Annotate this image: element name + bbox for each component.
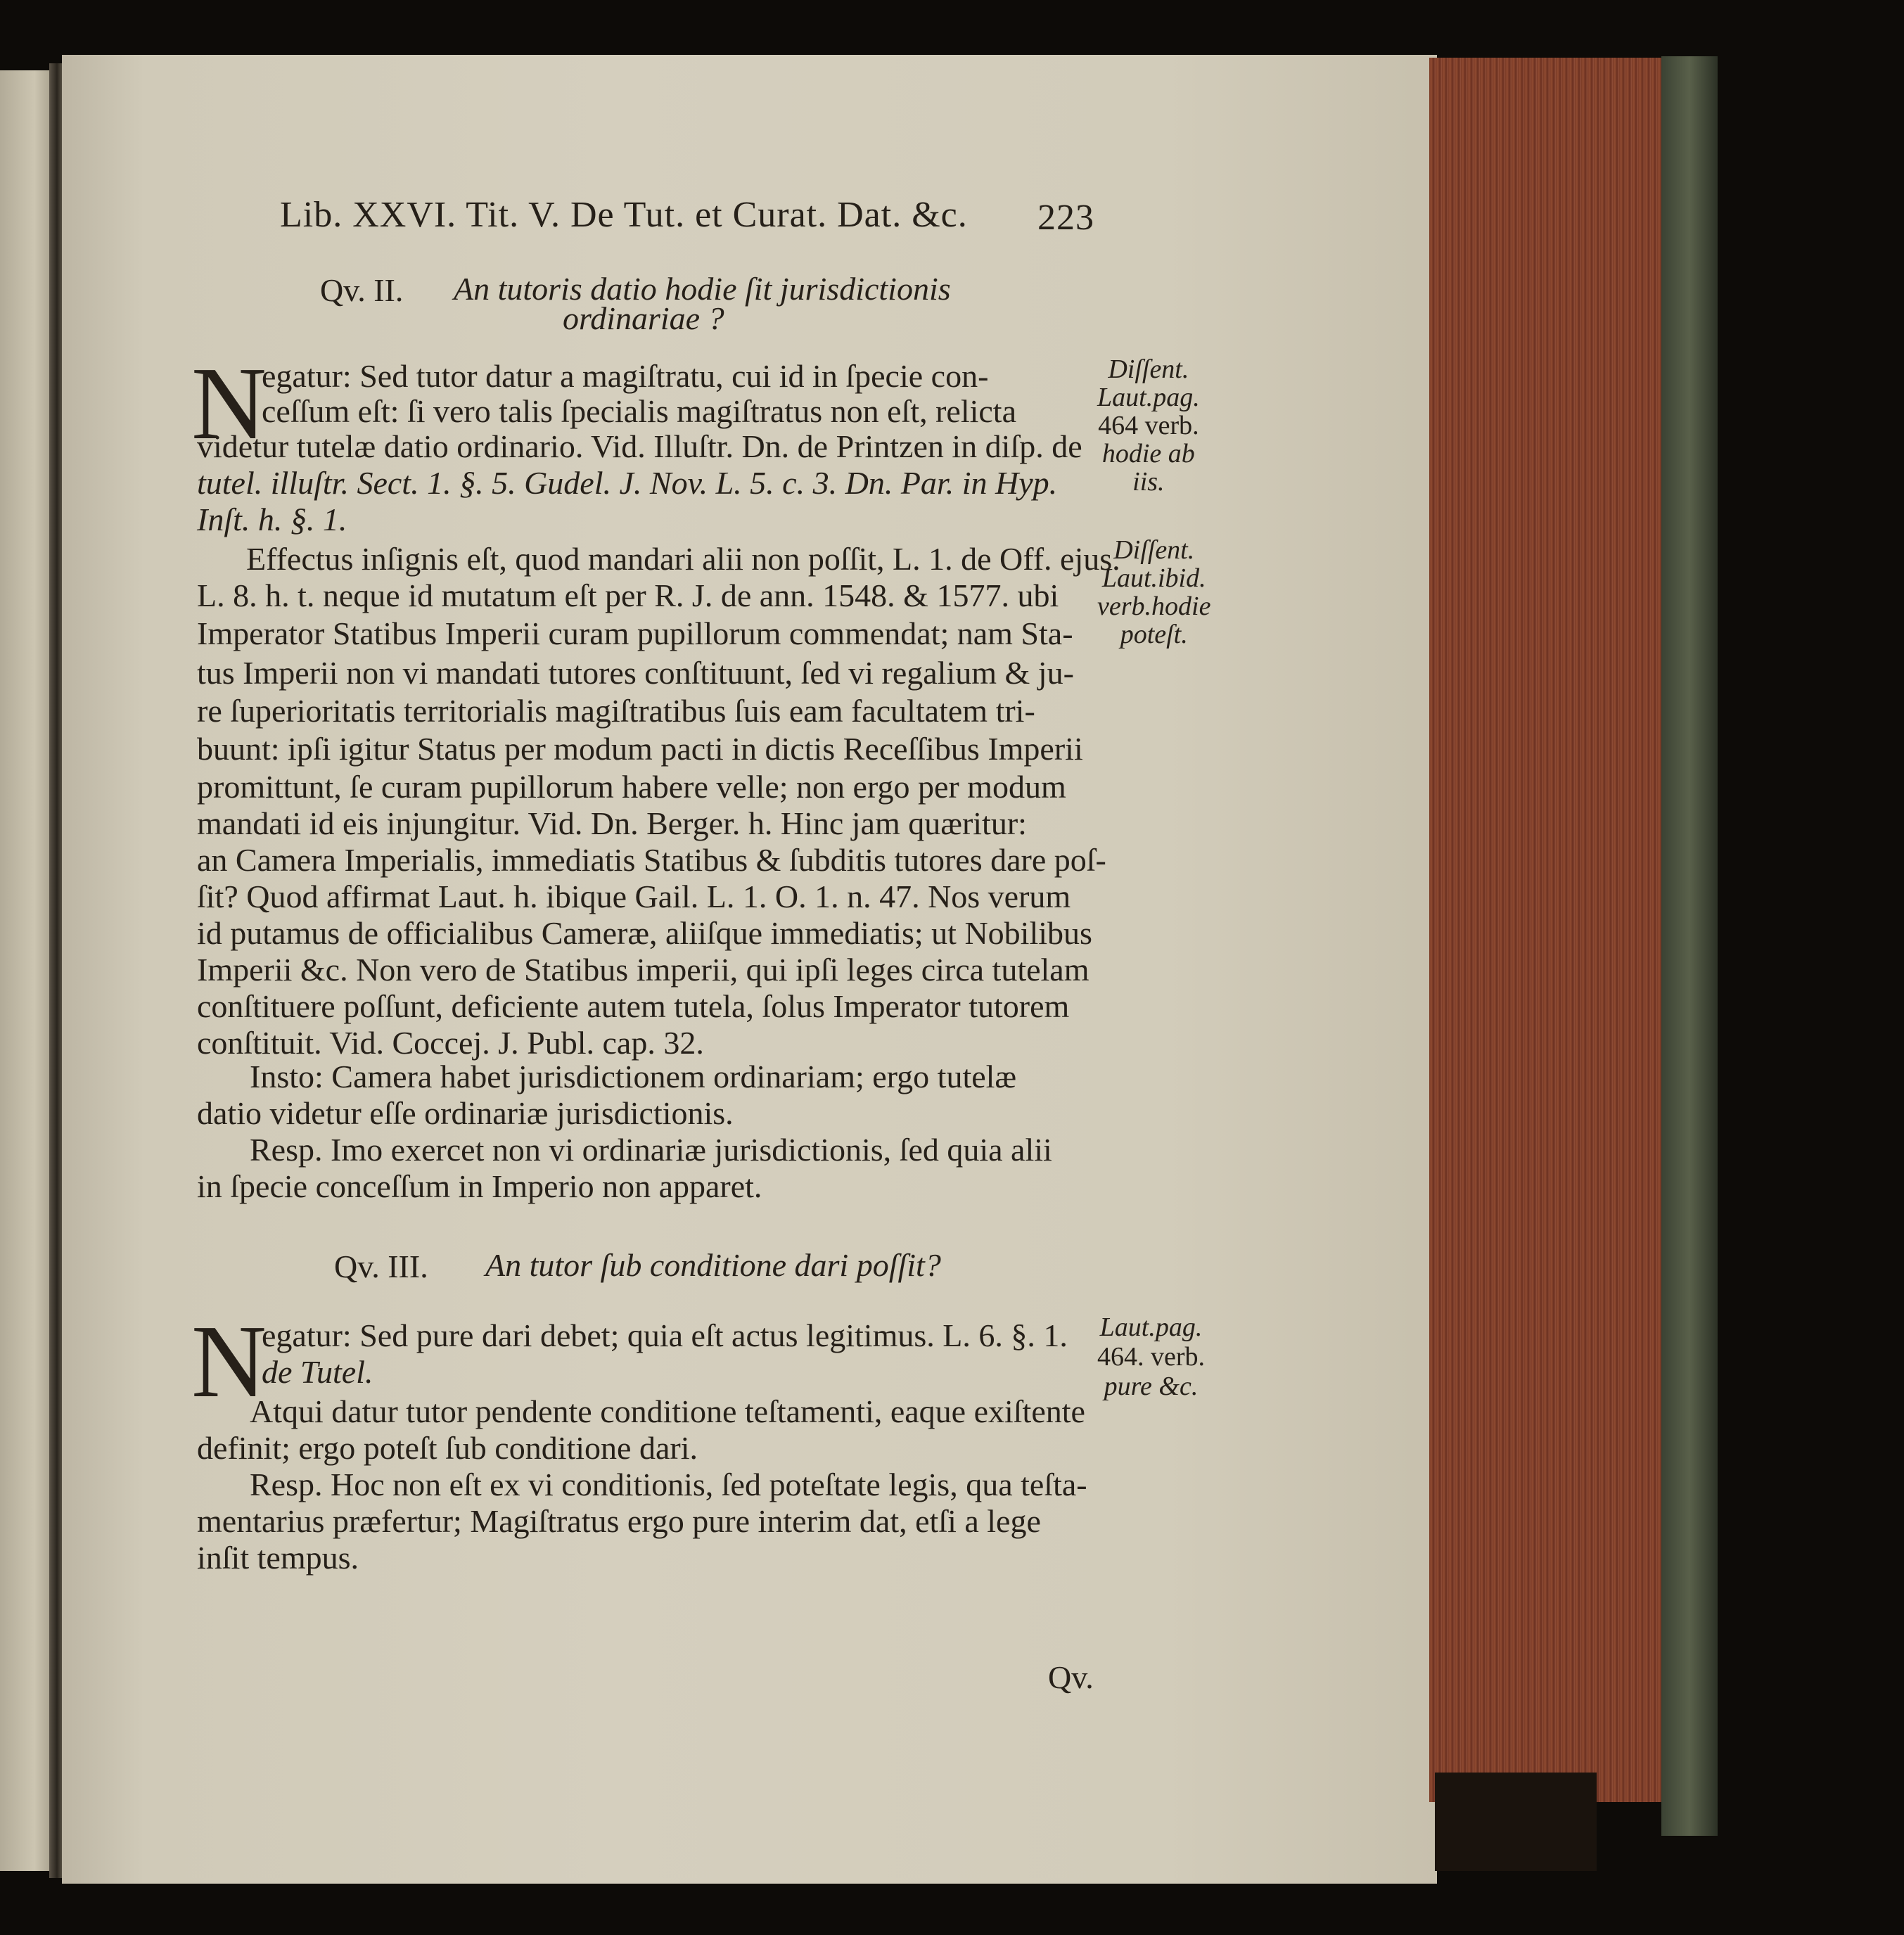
drop-cap: N xyxy=(191,1304,267,1419)
drop-cap: N xyxy=(191,346,267,461)
q2-line: re ſuperioritatis territorialis magiſtratibus ſuis eam facultatem tri- xyxy=(197,693,1035,729)
page-edges xyxy=(1429,58,1661,1802)
margin-note-line: Laut.pag. xyxy=(1097,383,1200,412)
question-3-title: An tutor ſub conditione dari poſſit? xyxy=(485,1247,941,1283)
q3-line: Atqui datur tutor pendente conditione teſtamenti, eaque exiſtente xyxy=(250,1393,1085,1429)
q2-line: tus Imperii non vi mandati tutores conſtituunt, ſed vi regalium & ju- xyxy=(197,655,1074,691)
q3-line: definit; ergo poteſt ſub conditione dari. xyxy=(197,1430,698,1466)
margin-note-line: pure &c. xyxy=(1104,1372,1199,1401)
page-number: 223 xyxy=(1037,198,1094,238)
q2-line: L. 8. h. t. neque id mutatum eſt per R. J. de ann. 1548. & 1577. ubi xyxy=(197,577,1059,613)
q2-line: datio videtur eſſe ordinariæ jurisdictionis. xyxy=(197,1095,734,1131)
q2-line: an Camera Imperialis, immediatis Statibus & ſubditis tutores dare poſ- xyxy=(197,842,1106,878)
q2-line: egatur: Sed tutor datur a magiſtratu, cui id in ſpecie con- xyxy=(262,358,989,394)
running-head: Lib. XXVI. Tit. V. De Tut. et Curat. Dat. &c. xyxy=(280,195,968,235)
q2-line: Insto: Camera habet jurisdictionem ordinariam; ergo tutelæ xyxy=(250,1059,1017,1094)
q3-line: Resp. Hoc non eſt ex vi conditionis, ſed poteſtate legis, qua teſta- xyxy=(250,1467,1087,1502)
q2-line: buunt: ipſi igitur Status per modum pacti in dictis Receſſibus Imperii xyxy=(197,731,1083,767)
margin-note-1 xyxy=(1097,355,1200,496)
q2-line: in ſpecie conceſſum in Imperio non apparet. xyxy=(197,1168,762,1204)
catchword: Qv. xyxy=(1048,1659,1094,1695)
q2-line: videtur tutelæ datio ordinario. Vid. Illuſtr. Dn. de Printzen in diſp. de xyxy=(197,428,1082,464)
q2-line: tutel. illuſtr. Sect. 1. §. 5. Gudel. J. Nov. L. 5. c. 3. Dn. Par. in Hyp. xyxy=(197,465,1058,501)
margin-note-line: Diſſent. xyxy=(1113,535,1195,565)
margin-note-line: poteſt. xyxy=(1120,620,1188,649)
margin-note-line: iis. xyxy=(1132,467,1165,497)
margin-note-line: 464. verb. xyxy=(1097,1342,1206,1372)
q2-line: Resp. Imo exercet non vi ordinariæ jurisdictionis, ſed quia alii xyxy=(250,1132,1052,1168)
q2-line: promittunt, ſe curam pupillorum habere velle; non ergo per modum xyxy=(197,769,1066,805)
book-cover xyxy=(1661,56,1718,1836)
question-2-label: Qv. II. xyxy=(320,272,404,308)
question-2-title-line1: An tutoris datio hodie ſit jurisdictionis xyxy=(454,271,951,307)
margin-note-line: verb.hodie xyxy=(1097,592,1211,621)
question-2-title-line2: ordinariae ? xyxy=(563,300,724,336)
q2-line: id putamus de officialibus Cameræ, aliiſque immediatis; ut Nobilibus xyxy=(197,915,1092,951)
q2-line: conſtituit. Vid. Coccej. J. Publ. cap. 32. xyxy=(197,1025,704,1061)
margin-note-line: Laut.ibid. xyxy=(1101,563,1206,593)
question-3-label: Qv. III. xyxy=(334,1249,428,1284)
q2-line: ſit? Quod affirmat Laut. h. ibique Gail. L. 1. O. 1. n. 47. Nos verum xyxy=(197,879,1071,914)
q2-line: Imperii &c. Non vero de Statibus imperii, qui ipſi leges circa tutelam xyxy=(197,952,1090,988)
margin-note-2 xyxy=(1097,536,1210,649)
margin-note-line: Diſſent. xyxy=(1108,355,1189,384)
q3-line: de Tutel. xyxy=(262,1354,373,1390)
margin-note-line: Laut.pag. xyxy=(1099,1313,1203,1342)
margin-note-line: 464 verb. xyxy=(1098,411,1199,440)
q2-line: Imperator Statibus Imperii curam pupillorum commendat; nam Sta- xyxy=(197,615,1073,651)
q2-line: Inſt. h. §. 1. xyxy=(197,502,347,537)
q2-line: ceſſum eſt: ſi vero talis ſpecialis magiſtratus non eſt, relicta xyxy=(262,393,1017,429)
page-edges-shadow xyxy=(1435,1773,1597,1871)
q3-line: mentarius præfertur; Magiſtratus ergo pure interim dat, etſi a lege xyxy=(197,1503,1041,1539)
q2-line: mandati id eis injungitur. Vid. Dn. Berger. h. Hinc jam quæritur: xyxy=(197,805,1027,841)
q3-line: inſit tempus. xyxy=(197,1540,359,1576)
margin-note-3 xyxy=(1097,1313,1205,1401)
margin-note-line: hodie ab xyxy=(1101,439,1195,468)
q3-line: egatur: Sed pure dari debet; quia eſt actus legitimus. L. 6. §. 1. xyxy=(262,1317,1068,1353)
q2-line: Effectus inſignis eſt, quod mandari alii non poſſit, L. 1. de Off. ejus. xyxy=(246,541,1120,577)
q2-line: conſtituere poſſunt, deficiente autem tutela, ſolus Imperator tutorem xyxy=(197,988,1070,1024)
